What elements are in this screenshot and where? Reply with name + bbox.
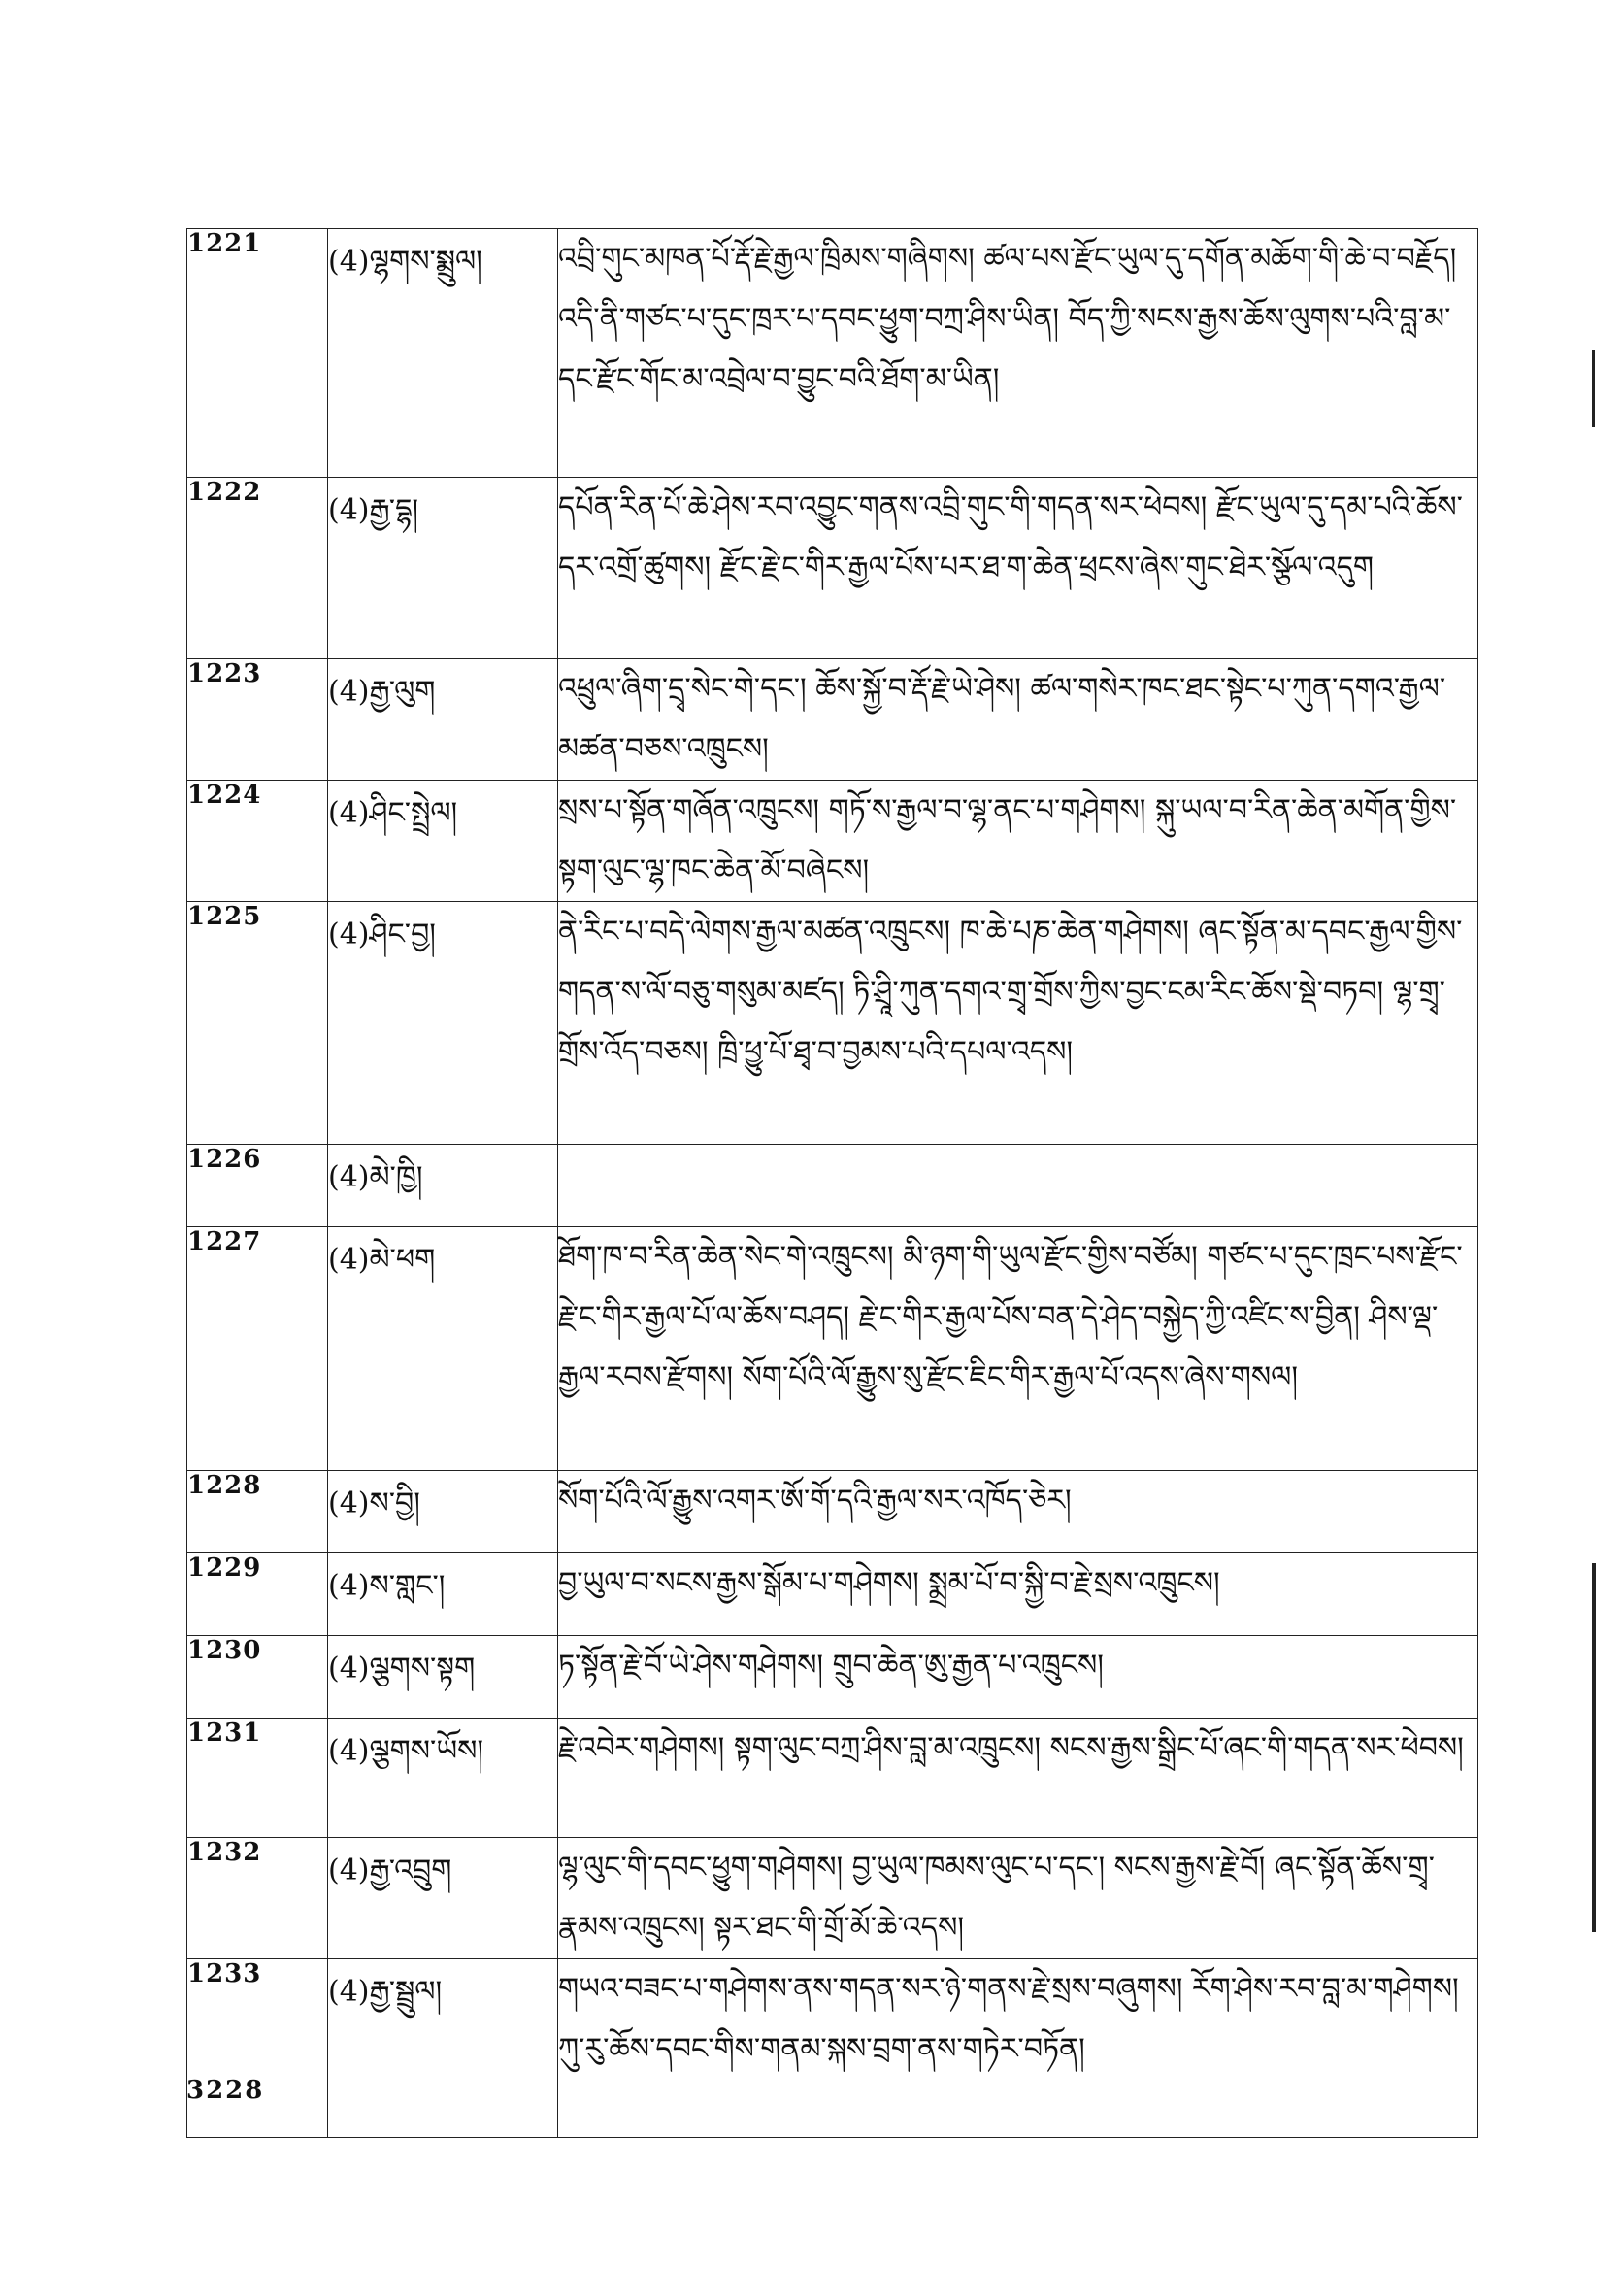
event-description: འཕྲུལ་ཞིག་དྲྭ་སེང་གེ་དང་། ཆོས་སྐྱོ་བ་རྡོ་རྗེ་ཡེ་ཤེས། ཚལ་གསེར་ཁང་ཐང་སྟེང་པ་ཀུན་དགའ་རྒྱལ་མཚན་བཅས་འཁྲུངས། xyxy=(558,659,1478,781)
chronology-table xyxy=(186,228,1478,2138)
cycle-year-name: (4)རྒྱ་ལུག xyxy=(328,659,558,781)
cycle-year-name: (4)ཤིང་བྱ། xyxy=(328,902,558,1145)
table-row xyxy=(187,1553,1478,1636)
table-body xyxy=(187,229,1478,2138)
year-number: 1232 xyxy=(187,1838,328,1959)
table-row xyxy=(187,781,1478,902)
cycle-year-name: (4)མེ་ཕག xyxy=(328,1227,558,1471)
event-description: སོག་པོའི་ལོ་རྒྱུས་འགར་ཨོ་གོ་དའི་རྒྱལ་སར་འཁོད་ཅེར། xyxy=(558,1471,1478,1553)
cycle-year-name: (4)རྒྱ་དྷ། xyxy=(328,478,558,659)
year-number: 1229 xyxy=(187,1553,328,1636)
event-description: རྗེ་འབེར་གཤེགས། སྟག་ལུང་བཀྲ་ཤིས་བླ་མ་འཁྲུངས། སངས་རྒྱས་སྒྲིང་པོ་ཞང་གི་གདན་སར་ཕེབས། xyxy=(558,1719,1478,1838)
cycle-year-name: (4)རྒྱ་སྦྲུལ། xyxy=(328,1959,558,2138)
year-number: 1224 xyxy=(187,781,328,902)
event-description: ཐོག་ཁ་བ་རིན་ཆེན་སེང་གེ་འཁྲུངས། མི་ཉག་གི་ཡུལ་རྫོང་གྱིས་བཙོམ། གཙང་པ་དུང་ཁྲང་པས་རྫོང་རྗེ་ང་གིར་རྒྱལ་པོ་ལ་ཆོས་བཤད། རྗེ་ང་གིར་རྒྱལ་པོས་བན་དེ་ཤེད་བསྐྱེད་ཀྱི་འཛིང་ས་བྱིན། ཤིས་ལྡ་རྒྱལ་རབས་རྫོགས། སོག་པོའི་ལོ་རྒྱུས་སུ་རྫོང་ཇིང་གིར་རྒྱལ་པོ་འདས་ཞེས་གསལ། xyxy=(558,1227,1478,1471)
cycle-year-name: (4)ལྕགས་ཡོས། xyxy=(328,1719,558,1838)
table-row xyxy=(187,659,1478,781)
cycle-year-name: (4)ལྷགས་སྨྲུལ། xyxy=(328,229,558,478)
table-row xyxy=(187,1471,1478,1553)
table-row xyxy=(187,478,1478,659)
event-description: སྲས་པ་སྟོན་གཞོན་འཁྲུངས། གཏོ་ས་རྒྱལ་བ་ལྷ་ནང་པ་གཤེགས། སྐུ་ཡལ་བ་རིན་ཆེན་མགོན་གྱིས་སྟག་ལུང་ལྷ་ཁང་ཆེན་མོ་བཞེངས། xyxy=(558,781,1478,902)
table-row xyxy=(187,1636,1478,1719)
year-number: 1231 xyxy=(187,1719,328,1838)
year-number: 1228 xyxy=(187,1471,328,1553)
year-number: 1230 xyxy=(187,1636,328,1719)
event-description: འབྲི་གུང་མཁན་པོ་རྡོ་རྗེ་རྒྱལ་ཁྲིམས་གཞིགས། ཚལ་པས་རྫོང་ཡུལ་དུ་དགོན་མཆོག་གི་ཆེ་བ་བརྗོད། འདི་ནི་གཙང་པ་དུང་ཁྲར་པ་དབང་ཕྱུག་བཀྲ་ཤིས་ཡིན། བོད་ཀྱི་སངས་རྒྱས་ཆོས་ལུགས་པའི་བླ་མ་དང་རྫོང་གོང་མ་འབྲེལ་བ་བྱུང་བའི་ཐོག་མ་ཡིན། xyxy=(558,229,1478,478)
year-number: 1227 xyxy=(187,1227,328,1471)
year-number: 1223 xyxy=(187,659,328,781)
page-number: 3228 xyxy=(186,2076,265,2105)
cycle-year-name: (4)ས་གླང་། xyxy=(328,1553,558,1636)
table-row xyxy=(187,1227,1478,1471)
year-number: 1233 xyxy=(187,1959,328,2138)
table-row xyxy=(187,1838,1478,1959)
cycle-year-name: (4)རྒྱ་འབྲུག xyxy=(328,1838,558,1959)
year-number: 1225 xyxy=(187,902,328,1145)
event-description xyxy=(558,1145,1478,1227)
cycle-year-name: (4)ས་བྱི། xyxy=(328,1471,558,1553)
cycle-year-name: (4)ཤིང་སྤྲེལ། xyxy=(328,781,558,902)
event-description: ལྷ་ལུང་གི་དབང་ཕྱུག་གཤེགས། བྱ་ཡུལ་ཁམས་ལུང་པ་དང་། སངས་རྒྱས་རྗེ་བོ། ཞང་སྟོན་ཆོས་གྲྭ་རྣམས་འཁྲུངས། སྟར་ཐང་གི་གྲོ་མོ་ཆེ་འདས། xyxy=(558,1838,1478,1959)
year-number: 1226 xyxy=(187,1145,328,1227)
event-description: ཏ་སྟོན་རྗེ་བོ་ཡེ་ཤེས་གཤེགས། གྲུབ་ཆེན་ཨུ་རྒྱན་པ་འཁྲུངས། xyxy=(558,1636,1478,1719)
scan-edge-mark xyxy=(1592,350,1595,427)
table-row xyxy=(187,1145,1478,1227)
year-number: 1221 xyxy=(187,229,328,478)
event-description: དཔོན་རིན་པོ་ཆེ་ཤེས་རབ་འབྱུང་གནས་འབྲི་གུང་གི་གདན་སར་ཕེབས། རྫོང་ཡུལ་དུ་དམ་པའི་ཆོས་དར་འགྲོ་ཚུགས། རྫོང་རྗེ་ང་གིར་རྒྱལ་པོས་པར་ཐ་ག་ཆེན་ཕྲངས་ཞེས་གུང་ཐེར་སྩོལ་འདུག xyxy=(558,478,1478,659)
table-row xyxy=(187,229,1478,478)
event-description: གཡའ་བཟང་པ་གཤེགས་ནས་གདན་སར་ཉེ་གནས་རྗེ་སྲས་བཞུགས། རོག་ཤེས་རབ་བླ་མ་གཤེགས། ཀུ་རུ་ཆོས་དབང་གིས་གནམ་སྐས་བྲག་ནས་གཏེར་བཏོན། xyxy=(558,1959,1478,2138)
year-number: 1222 xyxy=(187,478,328,659)
table-row xyxy=(187,902,1478,1145)
cycle-year-name: (4)མེ་ཁྱི། xyxy=(328,1145,558,1227)
table-row xyxy=(187,1959,1478,2138)
table-row xyxy=(187,1719,1478,1838)
scan-edge-mark xyxy=(1592,1563,1596,1932)
event-description: ནེ་རིང་པ་བདེ་ལེགས་རྒྱལ་མཚན་འཁྲུངས། ཁ་ཆེ་པཎ་ཆེན་གཤེགས། ཞང་སྟོན་མ་དབང་རྒྱལ་གྱིས་གདན་ས་ལོ་བཅུ་གསུམ་མཛད། ཏི་ཤྲཱི་ཀུན་དགའ་གྲྭ་གྲོས་ཀྱིས་བྱང་ངམ་རིང་ཆོས་སྡེ་བཏབ། ལྷ་གྲྭ་གྲོས་འོད་བཅས། ཁྲི་ཕྱུ་པོ་ཐྭ་བ་བྱམས་པའི་དཔལ་འདས། xyxy=(558,902,1478,1145)
event-description: བྱ་ཡུལ་བ་སངས་རྒྱས་སྒོམ་པ་གཤེགས། སྨྲམ་པོ་བ་སྐྱི་བ་རྗེ་སྲས་འཁྲུངས། xyxy=(558,1553,1478,1636)
cycle-year-name: (4)ལྕགས་སྟག xyxy=(328,1636,558,1719)
